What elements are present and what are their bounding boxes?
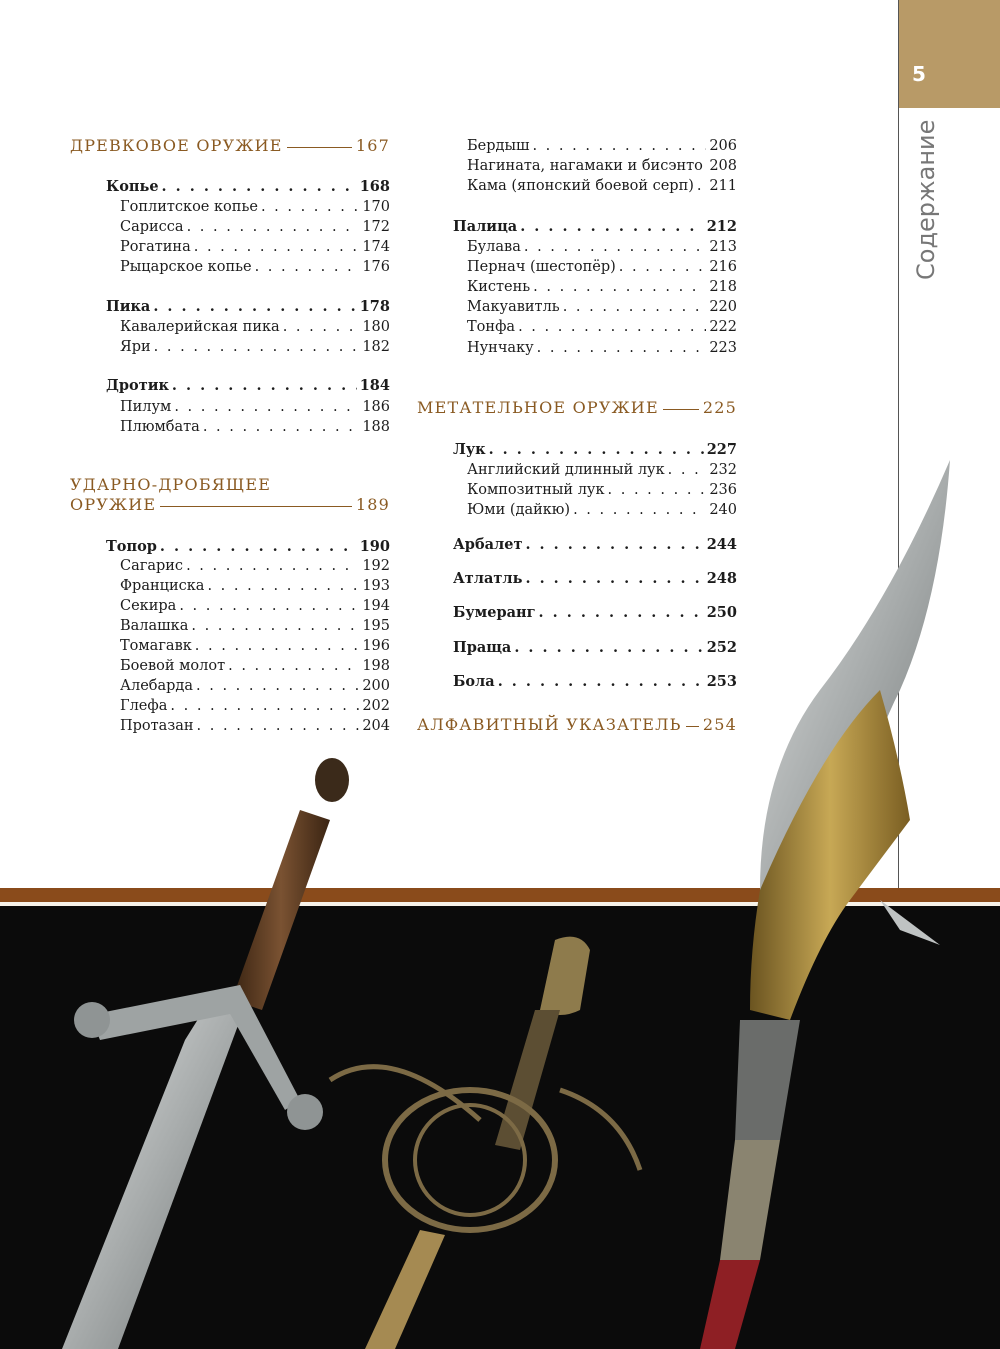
toc-entry-pika[interactable]: Пика . . . 178 xyxy=(106,297,390,317)
toc-entry-kopye[interactable]: Копье . . . 168 xyxy=(106,177,390,197)
page-number: 5 xyxy=(912,62,926,86)
toc-entry[interactable]: Кама (японский боевой серп) . . . 211 xyxy=(467,176,737,196)
claymore-sword xyxy=(62,758,349,1349)
toc-entry[interactable]: Протазан . . . 204 xyxy=(120,716,390,736)
toc-entry[interactable]: Рогатина . . . 174 xyxy=(120,237,390,257)
toc-entry-topor[interactable]: Топор . . . 190 xyxy=(106,537,390,557)
toc-entry[interactable]: Глефа . . . 202 xyxy=(120,696,390,716)
toc-entry-atlatl[interactable]: Атлатль . . . 248 xyxy=(453,569,737,589)
toc-entry[interactable]: Нагината, нагамаки и бисэнто . . . 208 xyxy=(467,156,737,176)
toc-entry[interactable]: Пилум . . . 186 xyxy=(120,397,390,417)
section-title: ДРЕВКОВОЕ ОРУЖИЕ xyxy=(70,136,283,155)
toc-entry[interactable]: Гоплитское копье . . . 170 xyxy=(120,197,390,217)
section-page: 225 xyxy=(702,398,737,417)
toc-entry-bumerang[interactable]: Бумеранг . . . 250 xyxy=(453,603,737,623)
section-title: АЛФАВИТНЫЙ УКАЗАТЕЛЬ xyxy=(417,715,682,734)
toc-entry[interactable]: Яри . . . 182 xyxy=(120,337,390,357)
toc-entry[interactable]: Рыцарское копье . . . 176 xyxy=(120,257,390,277)
toc-entry-drotik[interactable]: Дротик . . . 184 xyxy=(106,376,390,396)
toc-entry[interactable]: Франциска . . . 193 xyxy=(120,576,390,596)
side-title-text: Содержание xyxy=(912,119,940,280)
section-title-line2: ОРУЖИЕ xyxy=(70,495,157,514)
toc-entry[interactable]: Сарисса . . . 172 xyxy=(120,217,390,237)
toc-entry[interactable]: Макуавитль . . . 220 xyxy=(467,297,737,317)
section-title-line1: УДАРНО-ДРОБЯЩЕЕ xyxy=(70,475,272,494)
section-page: 167 xyxy=(355,136,390,155)
toc-entry[interactable]: Секира . . . 194 xyxy=(120,596,390,616)
toc-entry[interactable]: Английский длинный лук . . . 232 xyxy=(467,460,737,480)
toc-entry[interactable]: Композитный лук . . . 236 xyxy=(467,480,737,500)
toc-entry[interactable]: Бердыш . . . 206 xyxy=(467,136,737,156)
section-page: 254 xyxy=(702,715,737,734)
toc-entry-luk[interactable]: Лук . . . 227 xyxy=(453,440,737,460)
toc-entry[interactable]: Плюмбата . . . 188 xyxy=(120,417,390,437)
toc-entry[interactable]: Кавалерийская пика . . . 180 xyxy=(120,317,390,337)
toc-entry[interactable]: Пернач (шестопёр) . . . 216 xyxy=(467,257,737,277)
toc-entry[interactable]: Боевой молот . . . 198 xyxy=(120,656,390,676)
toc-entry-palitsa[interactable]: Палица . . . 212 xyxy=(453,217,737,237)
toc-entry[interactable]: Юми (дайкю) . . . 240 xyxy=(467,500,737,520)
toc-entry[interactable]: Томагавк . . . 196 xyxy=(120,636,390,656)
toc-entry[interactable]: Булава . . . 213 xyxy=(467,237,737,257)
toc-entry[interactable]: Валашка . . . 195 xyxy=(120,616,390,636)
toc-entry-bola[interactable]: Бола . . . 253 xyxy=(453,672,737,692)
rapier-sword xyxy=(330,937,640,1349)
toc-entry[interactable]: Нунчаку . . . 223 xyxy=(467,338,737,358)
toc-entry-arbalet[interactable]: Арбалет . . . 244 xyxy=(453,535,737,555)
toc-entry[interactable]: Алебарда . . . 200 xyxy=(120,676,390,696)
toc-entry[interactable]: Кистень . . . 218 xyxy=(467,277,737,297)
toc-entry[interactable]: Сагарис . . . 192 xyxy=(120,556,390,576)
section-title: МЕТАТЕЛЬНОЕ ОРУЖИЕ xyxy=(417,398,659,417)
glaive-polearm xyxy=(700,460,950,1349)
section-page: 189 xyxy=(355,495,390,514)
toc-entry-prashcha[interactable]: Праща . . . 252 xyxy=(453,638,737,658)
toc-entry[interactable]: Тонфа . . . 222 xyxy=(467,317,737,337)
